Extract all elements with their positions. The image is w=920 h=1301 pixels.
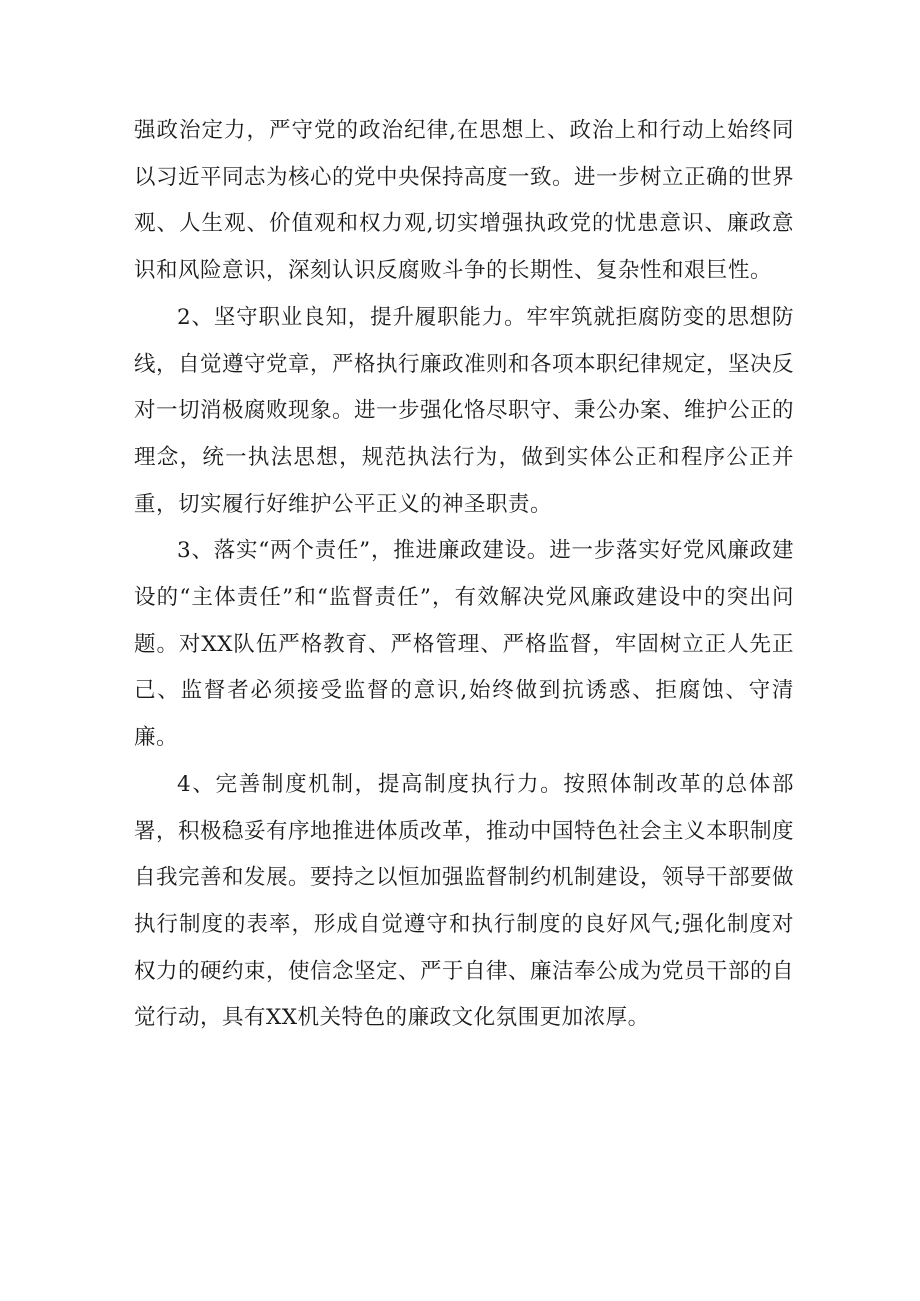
- document-body: [134, 108, 794, 1042]
- paragraph-continuation: 强政治定力，严守党的政治纪律,在思想上、政治上和行动上始终同以习近平同志为核心的党中央保持高度一致。进一步树立正确的世界观、人生观、价值观和权力观,切实增强执政党的忧患意识、廉政意识和风险意识，深刻认识反腐败斗争的长期性、复杂性和艰巨性。: [134, 118, 795, 284]
- paragraph-item-4: 4、完善制度机制，提高制度执行力。按照体制改革的总体部署，积极稳妥有序地推进体质改革，推动中国特色社会主义本职制度自我完善和发展。要持之以恒加强监督制约机制建设，领导干部要做执行制度的表率，形成自觉遵守和执行制度的良好风气;强化制度对权力的硬约束，使信念坚定、严于自律、廉洁奉公成为党员干部的自觉行动，具有XX机关特色的廉政文化氛围更加浓厚。: [134, 771, 795, 1031]
- paragraph-item-3: 3、落实“两个责任”，推进廉政建设。进一步落实好党风廉政建设的“主体责任”和“监督责任”，有效解决党风廉政建设中的突出问题。对XX队伍严格教育、严格管理、严格监督，牢固树立正人先正己、监督者必须接受监督的意识,始终做到抗诱惑、拒腐蚀、守清廉。: [134, 538, 794, 751]
- paragraph-item-2: 2、坚守职业良知，提升履职能力。牢牢筑就拒腐防变的思想防线，自觉遵守党章，严格执行廉政准则和各项本职纪律规定，坚决反对一切消极腐败现象。进一步强化恪尽职守、秉公办案、维护公正的理念，统一执法思想，规范执法行为，做到实体公正和程序公正并重，切实履行好维护公平正义的神圣职责。: [134, 304, 795, 517]
